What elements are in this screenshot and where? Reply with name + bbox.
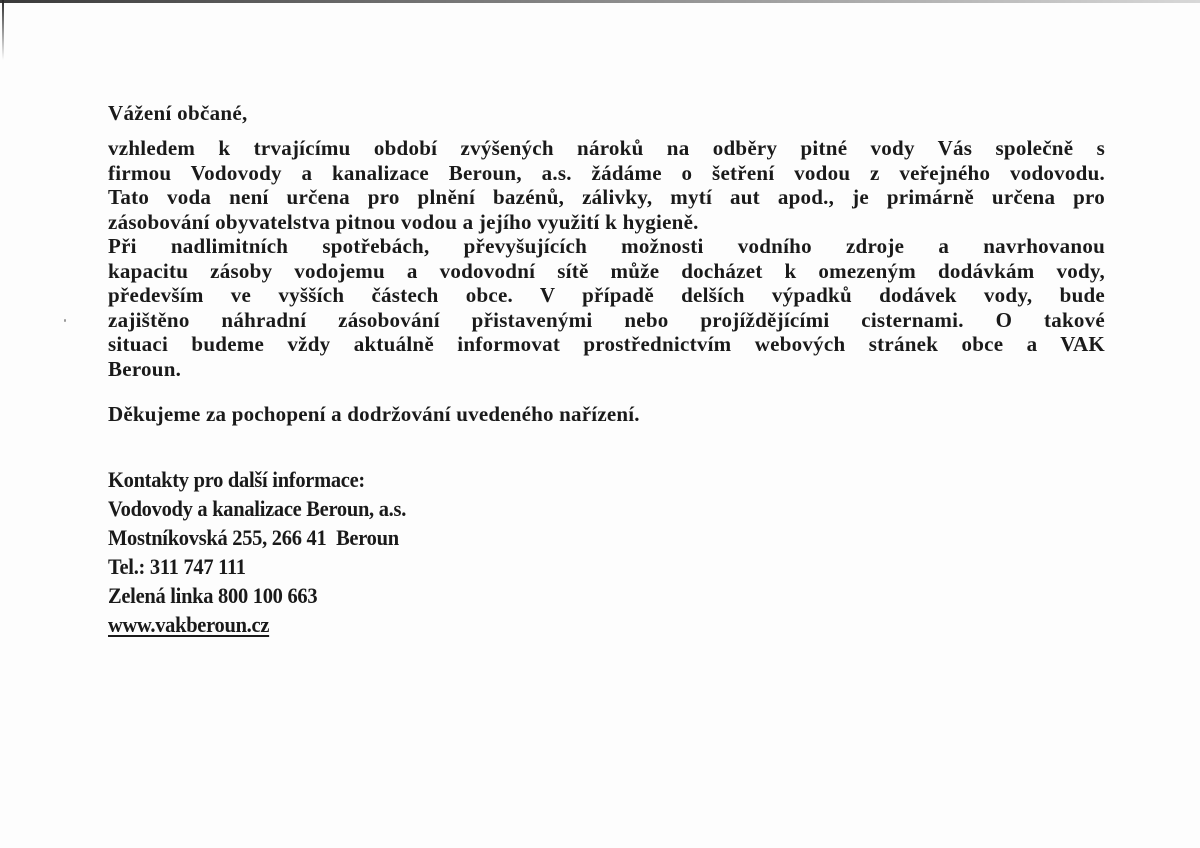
hotline-number: Zelená linka 800 100 663 — [108, 583, 318, 608]
phone-number: Tel.: 311 747 111 — [108, 554, 246, 579]
company-name: Vodovody a kanalizace Beroun, a.s. — [108, 496, 407, 521]
paragraph-line: situaci budeme vždy aktuálně informovat prostřednictvím webových stránek obce a VAK — [108, 332, 1105, 356]
paragraph-request — [108, 136, 1108, 234]
paragraph-line: zajištěno náhradní zásobování přistavenými nebo projíždějícími cisternami. O takové — [108, 307, 1105, 332]
paragraph-line: Beroun. — [108, 356, 182, 381]
paragraph-line: kapacitu zásoby vodojemu a vodovodní sítě může docházet k omezeným dodávkám vody, — [108, 258, 1105, 283]
paragraph-line: Při nadlimitních spotřebách, převyšujících možnosti vodního zdroje a navrhovanou — [108, 234, 1105, 258]
letter-body — [108, 98, 1108, 639]
paragraph-line: firmou Vodovody a kanalizace Beroun, a.s. žádáme o šetření vodou z veřejného vodovodu. — [108, 160, 1105, 185]
scan-edge-left — [2, 0, 4, 60]
thanks-note: Děkujeme za pochopení a dodržování uvedeného nařízení. — [108, 402, 640, 426]
company-address: Mostníkovská 255, 266 41 Beroun — [108, 525, 399, 550]
scan-speck — [64, 319, 66, 322]
paragraph-line: zásobování obyvatelstva pitnou vodou a jejího využití k hygieně. — [108, 209, 699, 234]
paragraph-line: vzhledem k trvajícímu období zvýšených nároků na odběry pitné vody Vás společně s — [108, 136, 1105, 160]
greeting: Vážení občané, — [108, 101, 248, 125]
contacts-heading: Kontakty pro další informace: — [108, 467, 365, 492]
contacts-block — [108, 465, 1038, 639]
paragraph-line: Tato voda není určena pro plnění bazénů, zálivky, mytí aut apod., je primárně určena pro — [108, 185, 1105, 209]
paragraph-supply-limits — [108, 234, 1108, 381]
scan-edge-top — [0, 0, 1200, 3]
paragraph-line: především ve vyšších částech obce. V případě delších výpadků dodávek vody, bude — [108, 283, 1105, 307]
website-link[interactable]: www.vakberoun.cz — [108, 612, 270, 637]
